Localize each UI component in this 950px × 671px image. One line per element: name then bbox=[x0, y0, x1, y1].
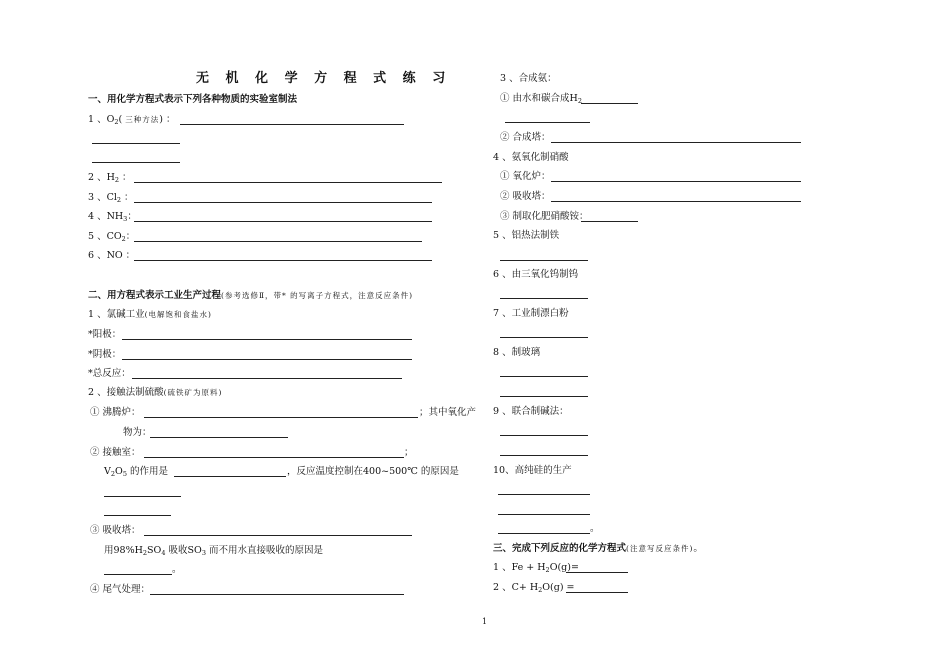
answer-line[interactable] bbox=[104, 496, 181, 497]
ammonium-nitrate-label: ③ 制取化肥硝酸铵： bbox=[500, 211, 589, 222]
total-reaction-label: *总反应： bbox=[88, 368, 131, 379]
answer-line[interactable] bbox=[500, 260, 588, 261]
answer-line[interactable] bbox=[104, 574, 172, 575]
answer-line[interactable] bbox=[122, 359, 412, 360]
reaction-2-label: 2 、$C+ H_2O(g)$ = bbox=[493, 582, 575, 594]
answer-line[interactable] bbox=[551, 201, 801, 202]
q-soda-label: 9 、联合制碱法： bbox=[493, 406, 569, 417]
q-nitric-label: 4 、氨氧化制硝酸 bbox=[493, 152, 569, 163]
section-3-heading: 三、完成下列反应的化学方程式(注意写反应条件)。 bbox=[493, 543, 703, 554]
reaction-1-label: 1 、$Fe + H_2O(g)=$ bbox=[493, 562, 579, 574]
answer-line[interactable] bbox=[505, 122, 590, 123]
q-bleach-label: 7 、工业制漂白粉 bbox=[493, 308, 569, 319]
answer-line[interactable] bbox=[134, 182, 442, 183]
q-nh3-label: 4 、$NH_3$： bbox=[88, 211, 137, 223]
q-no-label: 6 、NO ： bbox=[88, 250, 136, 261]
q-h2-label: 2 、$H_2$ ： bbox=[88, 172, 132, 184]
page-number: 1 bbox=[482, 617, 488, 626]
answer-line[interactable] bbox=[551, 142, 801, 143]
semicolon: ； bbox=[404, 447, 414, 458]
section-2-heading: 二、用方程式表示工业生产过程(参考选修Ⅱ，带* 的写离子方程式，注意反应条件) bbox=[88, 290, 414, 301]
boiling-furnace-label: ① 沸腾炉： bbox=[90, 407, 141, 418]
answer-line[interactable] bbox=[92, 143, 180, 144]
answer-line[interactable] bbox=[498, 533, 590, 534]
answer-line[interactable] bbox=[498, 494, 590, 495]
answer-line[interactable] bbox=[500, 298, 588, 299]
q-tungsten-label: 6 、由三氧化钨制钨 bbox=[493, 269, 579, 280]
answer-line[interactable] bbox=[581, 103, 638, 104]
cathode-label: *阴极： bbox=[88, 349, 122, 360]
q-chlor-alkali-label: 1 、氯碱工业(电解饱和食盐水) bbox=[88, 309, 212, 320]
q-contact-label: 2 、接触法制硫酸(硫铁矿为原料) bbox=[88, 387, 223, 398]
answer-line[interactable] bbox=[134, 260, 432, 261]
page-title: 无 机 化 学 方 程 式 练 习 bbox=[196, 71, 452, 86]
oxidation-product-text: ；其中氧化产 bbox=[419, 407, 477, 418]
answer-line[interactable] bbox=[500, 376, 588, 377]
answer-line[interactable] bbox=[144, 457, 404, 458]
answer-line[interactable] bbox=[498, 514, 590, 515]
answer-line[interactable] bbox=[551, 181, 801, 182]
q-thermite-label: 5 、铝热法制铁 bbox=[493, 230, 560, 241]
answer-line[interactable] bbox=[174, 476, 286, 477]
section-1-heading: 一、用化学方程式表示下列各种物质的实验室制法 bbox=[88, 94, 298, 105]
q-glass-label: 8 、制玻璃 bbox=[493, 347, 541, 358]
answer-line[interactable] bbox=[104, 515, 171, 516]
product-label: 物为： bbox=[123, 427, 152, 438]
synthesis-tower-label: ② 合成塔： bbox=[500, 132, 551, 143]
hydrogen-step-label: ① 由水和碳合成$H_2$ bbox=[500, 93, 582, 105]
v2o5-label: $V_2O_5$ 的作用是 bbox=[104, 466, 168, 478]
acid-absorption-text: 用$98\%H_2SO_4$ 吸收$SO_3$ 而不用水直接吸收的原因是 bbox=[104, 545, 323, 557]
answer-line[interactable] bbox=[500, 337, 588, 338]
anode-label: *阳极： bbox=[88, 329, 122, 340]
answer-line[interactable] bbox=[180, 124, 404, 125]
answer-line[interactable] bbox=[122, 339, 412, 340]
answer-line[interactable] bbox=[144, 535, 412, 536]
answer-line[interactable] bbox=[92, 162, 180, 163]
q-co2-label: 5 、$CO_2$： bbox=[88, 231, 136, 243]
contact-room-label: ② 接触室： bbox=[90, 447, 141, 458]
answer-line[interactable] bbox=[134, 202, 432, 203]
tail-gas-label: ④ 尾气处理： bbox=[90, 584, 151, 595]
answer-line[interactable] bbox=[500, 396, 588, 397]
answer-line[interactable] bbox=[500, 435, 588, 436]
answer-line[interactable] bbox=[581, 221, 638, 222]
oxidation-furnace-label: ① 氧化炉： bbox=[500, 171, 551, 182]
q-o2-label: 1 、$O_2$( 三种方法) ： bbox=[88, 114, 176, 126]
answer-line[interactable] bbox=[150, 594, 404, 595]
period: 。 bbox=[590, 523, 600, 534]
temperature-text: ，反应温度控制在400~500℃ 的原因是 bbox=[287, 466, 459, 477]
answer-line[interactable] bbox=[144, 417, 418, 418]
q-silicon-label: 10、高纯硅的生产 bbox=[493, 465, 572, 476]
answer-line[interactable] bbox=[134, 241, 422, 242]
answer-line[interactable] bbox=[566, 572, 628, 573]
nitric-absorption-label: ② 吸收塔： bbox=[500, 191, 551, 202]
answer-line[interactable] bbox=[150, 437, 288, 438]
answer-line[interactable] bbox=[500, 455, 588, 456]
answer-line[interactable] bbox=[134, 221, 432, 222]
absorption-tower-label: ③ 吸收塔： bbox=[90, 525, 141, 536]
q-cl2-label: 3 、$Cl_2$ ： bbox=[88, 192, 134, 204]
q-ammonia-label: 3 、合成氨： bbox=[500, 73, 557, 84]
answer-line[interactable] bbox=[132, 378, 402, 379]
period: 。 bbox=[172, 564, 182, 575]
answer-line[interactable] bbox=[566, 592, 628, 593]
